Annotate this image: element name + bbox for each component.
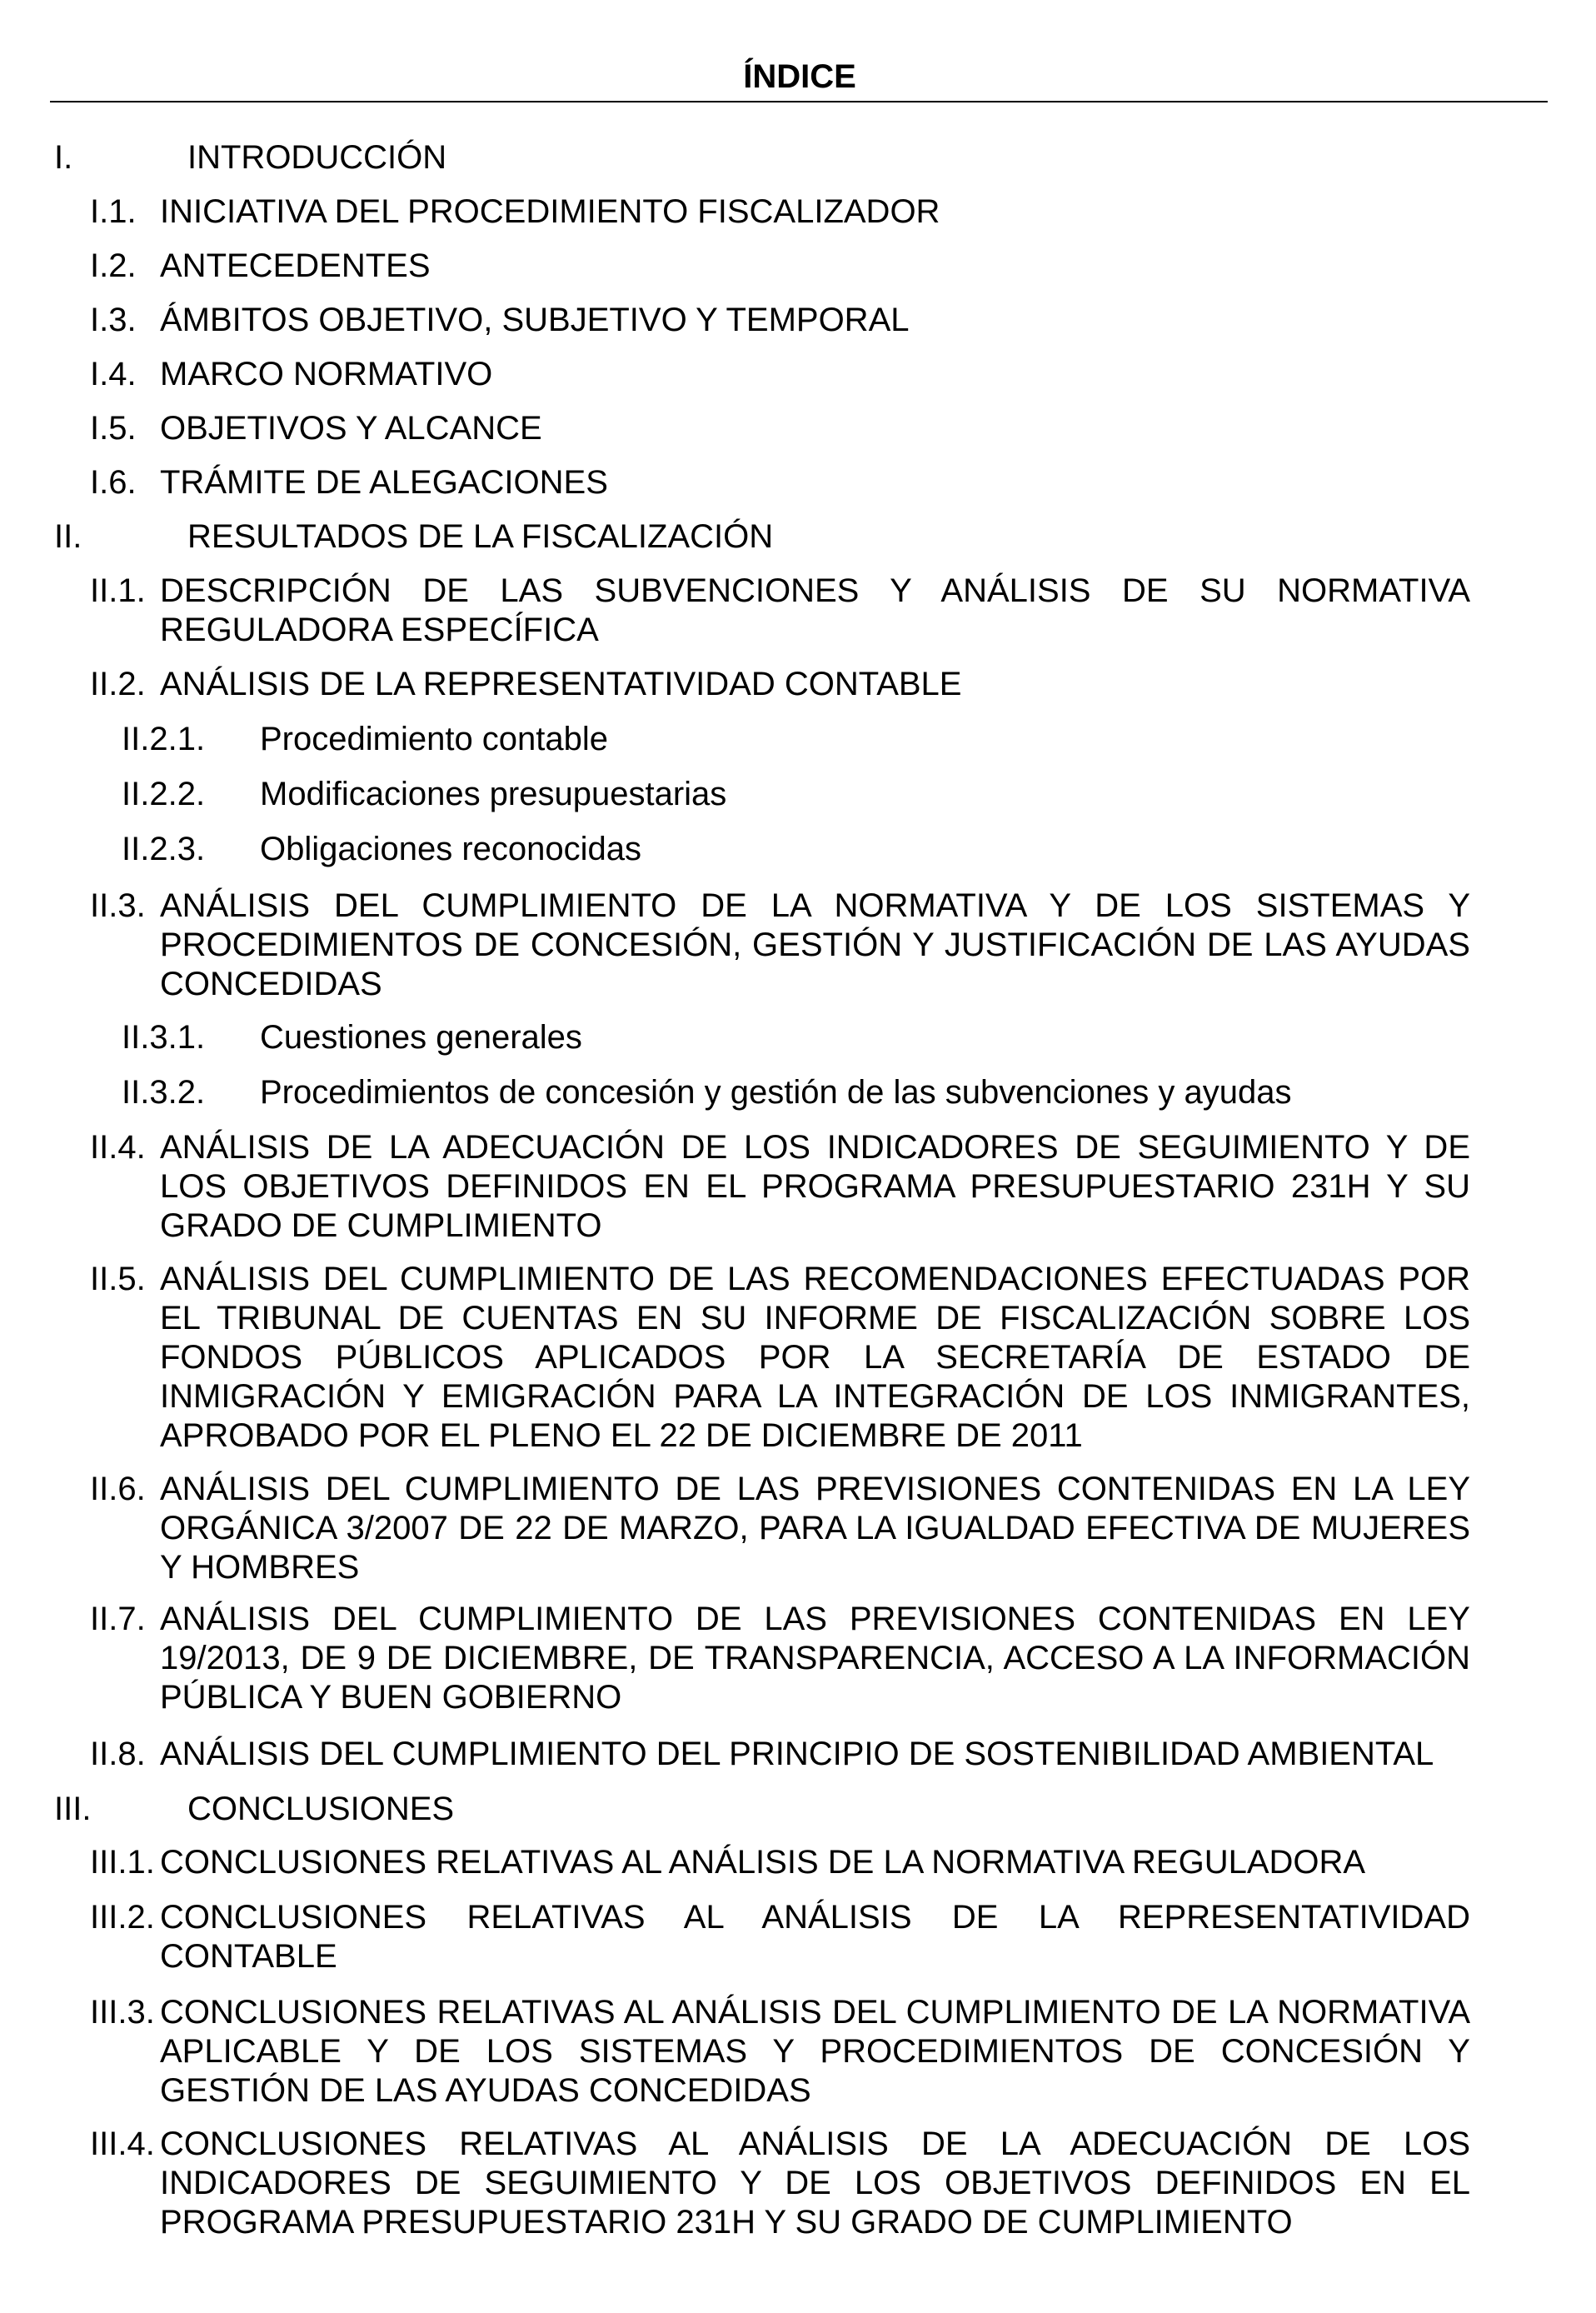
toc-entry-text: CONCLUSIONES RELATIVAS AL ANÁLISIS DE LA NORMATIVA REGULADORA bbox=[160, 1844, 1366, 1881]
toc-entry-text: RESULTADOS DE LA FISCALIZACIÓN bbox=[187, 518, 774, 555]
toc-entry-number: III.3. bbox=[90, 1994, 155, 2031]
toc-entry-number: III.1. bbox=[90, 1844, 155, 1881]
toc-entry-text: ANÁLISIS DE LA REPRESENTATIVIDAD CONTABLE bbox=[160, 666, 962, 702]
toc-entry-text: CONCLUSIONES RELATIVAS AL ANÁLISIS DE LA ADECUACIÓN DE LOS INDICADORES DE SEGUIMIENTO Y DE LOS OBJETIVOS DEFINIDOS EN EL PROGRAMA PRESUPUESTARIO 231H Y SU GRADO DE CUMPLIMIENTO bbox=[160, 2126, 1470, 2241]
toc-entry-number: I.5. bbox=[90, 410, 137, 447]
toc-entry-text: ANÁLISIS DEL CUMPLIMIENTO DEL PRINCIPIO DE SOSTENIBILIDAD AMBIENTAL bbox=[160, 1736, 1434, 1772]
toc-entry-text: Procedimientos de concesión y gestión de las subvenciones y ayudas bbox=[260, 1074, 1292, 1111]
toc-entry-text: MARCO NORMATIVO bbox=[160, 356, 493, 392]
page-title: ÍNDICE bbox=[743, 58, 856, 95]
toc-entry-text: INTRODUCCIÓN bbox=[187, 139, 447, 176]
toc-entry-number: II.5. bbox=[90, 1261, 146, 1297]
toc-entry-text: INICIATIVA DEL PROCEDIMIENTO FISCALIZADOR bbox=[160, 193, 940, 230]
toc-entry-text: ANÁLISIS DEL CUMPLIMIENTO DE LAS RECOMENDACIONES EFECTUADAS POR EL TRIBUNAL DE CUENTAS EN SU INFORME DE FISCALIZACIÓN SOBRE LOS FONDOS PÚBLICOS APLICADOS POR LA SECRETARÍA DE ESTADO DE INMIGRACIÓN Y EMIGRACIÓN PARA LA INTEGRACIÓN DE LOS INMIGRANTES, APROBADO POR EL PLENO EL 22 DE DICIEMBRE DE 2011 bbox=[160, 1261, 1470, 1454]
toc-entry-text: Obligaciones reconocidas bbox=[260, 831, 642, 867]
toc-entry-number: II.3. bbox=[90, 887, 146, 924]
toc-entry-text: ANTECEDENTES bbox=[160, 247, 431, 284]
toc-entry-number: II.3.1. bbox=[122, 1019, 206, 1056]
toc-entry-number: III.2. bbox=[90, 1899, 155, 1936]
toc-entry-number: I.1. bbox=[90, 193, 137, 230]
toc-entry-number: I.3. bbox=[90, 302, 137, 338]
toc-entry-number: II.2.3. bbox=[122, 831, 206, 867]
toc-entry-text: ANÁLISIS DEL CUMPLIMIENTO DE LAS PREVISIONES CONTENIDAS EN LA LEY ORGÁNICA 3/2007 DE 22 DE MARZO, PARA LA IGUALDAD EFECTIVA DE MUJERES Y HOMBRES bbox=[160, 1471, 1470, 1586]
toc-entry-number: III. bbox=[54, 1791, 92, 1827]
toc-entry-number: II.1. bbox=[90, 572, 146, 609]
toc-entry-number: I.2. bbox=[90, 247, 137, 284]
toc-entry-number: I.6. bbox=[90, 464, 137, 501]
toc-entry-text: ANÁLISIS DEL CUMPLIMIENTO DE LA NORMATIVA Y DE LOS SISTEMAS Y PROCEDIMIENTOS DE CONCESIÓN, GESTIÓN Y JUSTIFICACIÓN DE LAS AYUDAS CONCEDIDAS bbox=[160, 887, 1470, 1002]
toc-entry-text: Procedimiento contable bbox=[260, 721, 609, 757]
toc-entry-text: CONCLUSIONES RELATIVAS AL ANÁLISIS DE LA REPRESENTATIVIDAD CONTABLE bbox=[160, 1899, 1470, 1975]
toc-entry-number: II.8. bbox=[90, 1736, 146, 1772]
toc-entry-text: DESCRIPCIÓN DE LAS SUBVENCIONES Y ANÁLISIS DE SU NORMATIVA REGULADORA ESPECÍFICA bbox=[160, 572, 1470, 648]
toc-entry-number: II.7. bbox=[90, 1601, 146, 1637]
toc-entry-number: II. bbox=[54, 518, 82, 555]
toc-entry-number: I. bbox=[54, 139, 73, 176]
toc-entry-number: III.4. bbox=[90, 2126, 155, 2162]
toc-entry-text: CONCLUSIONES bbox=[187, 1791, 455, 1827]
title-rule bbox=[50, 101, 1548, 102]
toc-entry-text: Cuestiones generales bbox=[260, 1019, 582, 1056]
toc-entry-text: OBJETIVOS Y ALCANCE bbox=[160, 410, 542, 447]
toc-entry-number: II.3.2. bbox=[122, 1074, 206, 1111]
toc-entry-number: II.4. bbox=[90, 1129, 146, 1166]
toc-entry-number: II.6. bbox=[90, 1471, 146, 1507]
toc-entry-number: I.4. bbox=[90, 356, 137, 392]
toc-entry-number: II.2. bbox=[90, 666, 146, 702]
toc-entry-text: ÁMBITOS OBJETIVO, SUBJETIVO Y TEMPORAL bbox=[160, 302, 910, 338]
toc-entry-text: ANÁLISIS DEL CUMPLIMIENTO DE LAS PREVISIONES CONTENIDAS EN LEY 19/2013, DE 9 DE DICIEMBRE, DE TRANSPARENCIA, ACCESO A LA INFORMACIÓN PÚBLICA Y BUEN GOBIERNO bbox=[160, 1601, 1470, 1716]
toc-entry-number: II.2.2. bbox=[122, 776, 206, 812]
toc-entry-text: CONCLUSIONES RELATIVAS AL ANÁLISIS DEL CUMPLIMIENTO DE LA NORMATIVA APLICABLE Y DE LOS SISTEMAS Y PROCEDIMIENTOS DE CONCESIÓN Y GESTIÓN DE LAS AYUDAS CONCEDIDAS bbox=[160, 1994, 1470, 2109]
toc-entry-text: TRÁMITE DE ALEGACIONES bbox=[160, 464, 608, 501]
toc-entry-number: II.2.1. bbox=[122, 721, 206, 757]
toc-entry-text: Modificaciones presupuestarias bbox=[260, 776, 727, 812]
toc-entry-text: ANÁLISIS DE LA ADECUACIÓN DE LOS INDICADORES DE SEGUIMIENTO Y DE LOS OBJETIVOS DEFINIDOS EN EL PROGRAMA PRESUPUESTARIO 231H Y SU GRADO DE CUMPLIMIENTO bbox=[160, 1129, 1470, 1244]
